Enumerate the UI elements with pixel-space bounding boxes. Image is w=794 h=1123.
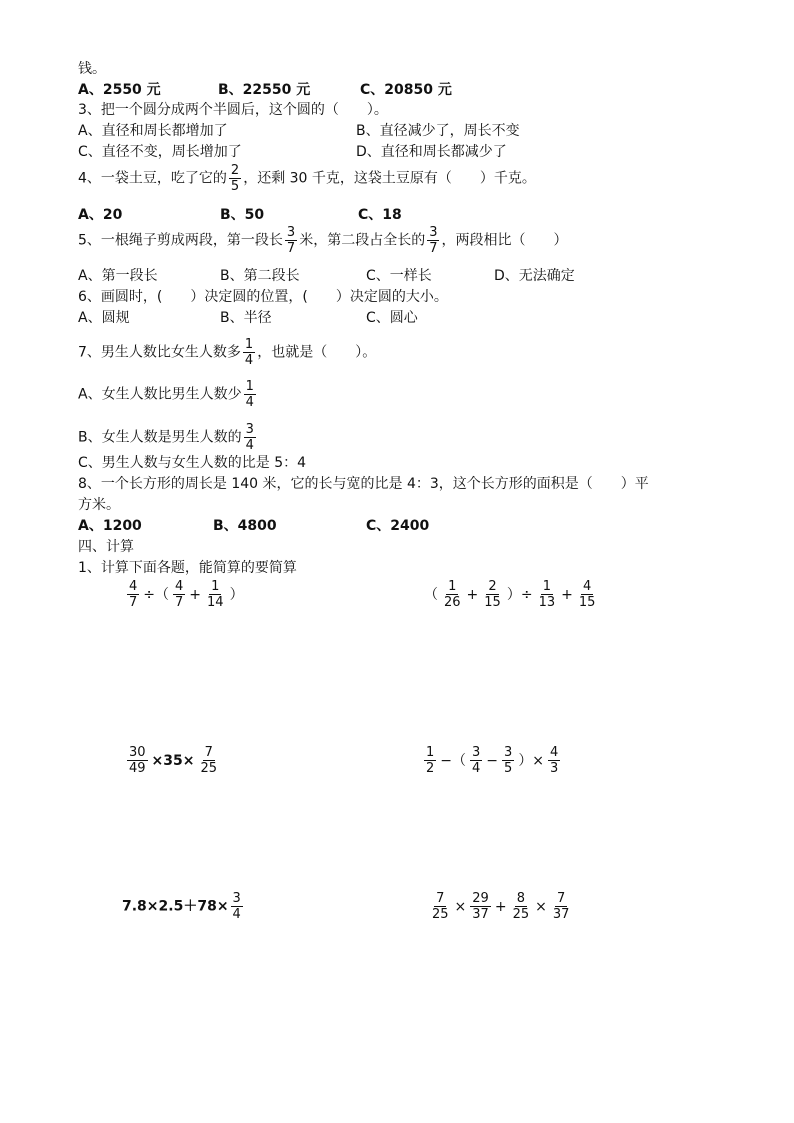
q2-option-c: C、20850 元 xyxy=(360,82,452,98)
q8-option-c: C、2400 xyxy=(366,518,430,534)
numerator: 7 xyxy=(436,891,445,906)
q7-stem-post: ，也就是（ ）。 xyxy=(257,344,377,361)
denominator: 49 xyxy=(129,761,146,776)
fraction xyxy=(127,746,148,775)
q3-option-a: A、直径和周长都增加了 xyxy=(78,123,228,139)
q5-stem-mid: 米，第二段占全长的 xyxy=(299,232,426,249)
q6-option-c: C、圆心 xyxy=(366,310,418,326)
numerator: 4 xyxy=(582,579,592,594)
q5-option-a: A、第一段长 xyxy=(78,268,158,284)
q3-option-d: D、直径和周长都减少了 xyxy=(356,144,507,160)
calc-expression-6 xyxy=(428,892,573,921)
operator: × xyxy=(454,898,467,915)
q7-option-c: C、男生人数与女生人数的比是 5：4 xyxy=(78,455,307,471)
numerator: 1 xyxy=(211,579,220,594)
q3-stem: 3、把一个圆分成两个半圆后，这个圆的（ ）。 xyxy=(78,102,388,118)
operator: + xyxy=(494,898,507,915)
operator: + xyxy=(466,586,479,603)
numerator: 8 xyxy=(516,891,525,906)
fraction xyxy=(199,746,220,775)
denominator: 7 xyxy=(129,595,138,610)
expression-text: 7.8×2.5＋78× xyxy=(122,898,229,915)
q6-option-a: A、圆规 xyxy=(78,310,130,326)
q5-fraction-2 xyxy=(427,226,439,255)
denominator: 3 xyxy=(550,761,559,776)
numerator: 1 xyxy=(245,379,254,394)
q8-stem-line1: 8、一个长方形的周长是 140 米，它的长与宽的比是 4：3，这个长方形的面积是（ ）平 xyxy=(78,476,649,492)
operator: + xyxy=(561,586,573,603)
operator: （ xyxy=(424,586,438,603)
fraction xyxy=(551,892,572,921)
numerator: 2 xyxy=(488,579,497,594)
numerator: 4 xyxy=(550,745,559,760)
q6-option-b: B、半径 xyxy=(220,310,272,326)
q7-option-a xyxy=(78,380,258,409)
q4-fraction xyxy=(229,164,241,193)
denominator: 4 xyxy=(232,907,241,922)
numerator: 2 xyxy=(230,163,240,178)
fraction xyxy=(537,580,558,609)
operator: ）× xyxy=(518,752,545,769)
numerator: 3 xyxy=(429,225,438,240)
fraction xyxy=(470,746,482,775)
q5-stem-post: ，两段相比（ ） xyxy=(441,232,568,249)
denominator: 26 xyxy=(444,595,461,610)
denominator: 15 xyxy=(484,595,501,610)
q4-option-a: A、20 xyxy=(78,207,123,223)
numerator: 7 xyxy=(204,745,213,760)
operator: ） xyxy=(229,586,244,603)
numerator: 3 xyxy=(472,745,481,760)
q8-option-a: A、1200 xyxy=(78,518,142,534)
q7-option-b-fraction xyxy=(244,423,256,452)
fraction xyxy=(511,892,532,921)
q7-option-b xyxy=(78,423,258,452)
fraction xyxy=(173,580,185,609)
denominator: 15 xyxy=(578,595,596,610)
numerator: 1 xyxy=(244,337,254,352)
numerator: 4 xyxy=(175,579,184,594)
numerator: 3 xyxy=(286,225,296,240)
numerator: 29 xyxy=(472,891,489,906)
calc-expression-4 xyxy=(422,746,562,775)
q8-stem-line2: 方米。 xyxy=(78,497,120,513)
q5-option-d: D、无法确定 xyxy=(494,268,575,284)
fraction xyxy=(502,746,514,775)
operator: ÷（ xyxy=(143,586,170,603)
q6-stem: 6、画圆时，( ）决定圆的位置，( ）决定圆的大小。 xyxy=(78,289,448,305)
denominator: 37 xyxy=(472,907,489,922)
numerator: 4 xyxy=(129,579,138,594)
q7-option-a-fraction xyxy=(244,380,256,409)
operator: × xyxy=(535,898,547,915)
numerator: 30 xyxy=(129,745,146,760)
calc-expression-3 xyxy=(125,746,221,775)
denominator: 7 xyxy=(286,241,296,256)
numerator: 1 xyxy=(448,579,457,594)
fraction xyxy=(205,580,226,609)
q4-stem xyxy=(78,164,536,193)
calc-expression-5 xyxy=(122,892,245,921)
operator: − xyxy=(486,752,499,769)
denominator: 4 xyxy=(245,438,254,453)
q5-option-b: B、第二段长 xyxy=(220,268,300,284)
q5-stem xyxy=(78,226,567,255)
q4-option-c: C、18 xyxy=(358,207,402,223)
denominator: 5 xyxy=(230,179,240,194)
section-title: 四、计算 xyxy=(78,539,134,555)
denominator: 7 xyxy=(429,241,438,256)
fraction xyxy=(442,580,463,609)
calc-expression-1 xyxy=(125,580,246,609)
denominator: 4 xyxy=(244,353,254,368)
q8-option-b: B、4800 xyxy=(213,518,277,534)
q4-stem-post: ，还剩 30 千克，这袋土豆原有（ ）千克。 xyxy=(243,170,536,187)
q2-option-b: B、22550 元 xyxy=(218,82,311,98)
numerator: 7 xyxy=(556,891,566,906)
fraction xyxy=(482,580,503,609)
q5-stem-pre: 5、一根绳子剪成两段，第一段长 xyxy=(78,232,283,249)
denominator: 5 xyxy=(504,761,513,776)
numerator: 3 xyxy=(232,891,241,906)
fraction xyxy=(577,580,598,609)
denominator: 4 xyxy=(472,761,481,776)
fraction xyxy=(424,746,436,775)
fraction xyxy=(470,892,491,921)
q7-stem-pre: 7、男生人数比女生人数多 xyxy=(78,344,241,361)
q5-fraction-1 xyxy=(285,226,297,255)
numerator: 1 xyxy=(426,745,435,760)
q4-stem-pre: 4、一袋土豆，吃了它的 xyxy=(78,170,227,187)
denominator: 25 xyxy=(432,907,449,922)
denominator: 25 xyxy=(512,907,530,922)
q7-stem xyxy=(78,338,376,367)
fraction xyxy=(430,892,451,921)
calc-expression-2 xyxy=(422,580,599,609)
q5-option-c: C、一样长 xyxy=(366,268,432,284)
q7-option-b-text: B、女生人数是男生人数的 xyxy=(78,429,242,446)
denominator: 4 xyxy=(245,395,254,410)
q4-option-b: B、50 xyxy=(220,207,265,223)
operator: ×35× xyxy=(151,752,195,769)
fraction xyxy=(548,746,560,775)
q7-option-a-text: A、女生人数比男生人数少 xyxy=(78,386,242,403)
fraction xyxy=(127,580,139,609)
q3-option-c: C、直径不变，周长增加了 xyxy=(78,144,242,160)
section-subtitle: 1、计算下面各题，能简算的要简算 xyxy=(78,560,297,576)
denominator: 37 xyxy=(552,907,570,922)
denominator: 7 xyxy=(175,595,184,610)
continuation-text: 钱。 xyxy=(78,61,106,77)
numerator: 1 xyxy=(542,579,551,594)
fraction xyxy=(231,892,243,921)
denominator: 13 xyxy=(538,595,556,610)
q2-option-a: A、2550 元 xyxy=(78,82,161,98)
operator: ）÷ xyxy=(506,586,533,603)
denominator: 2 xyxy=(426,761,435,776)
numerator: 3 xyxy=(504,745,513,760)
numerator: 3 xyxy=(245,422,254,437)
denominator: 14 xyxy=(207,595,224,610)
q7-fraction xyxy=(243,338,255,367)
denominator: 25 xyxy=(200,761,218,776)
operator: + xyxy=(189,586,202,603)
operator: −（ xyxy=(440,752,467,769)
q3-option-b: B、直径减少了，周长不变 xyxy=(356,123,520,139)
